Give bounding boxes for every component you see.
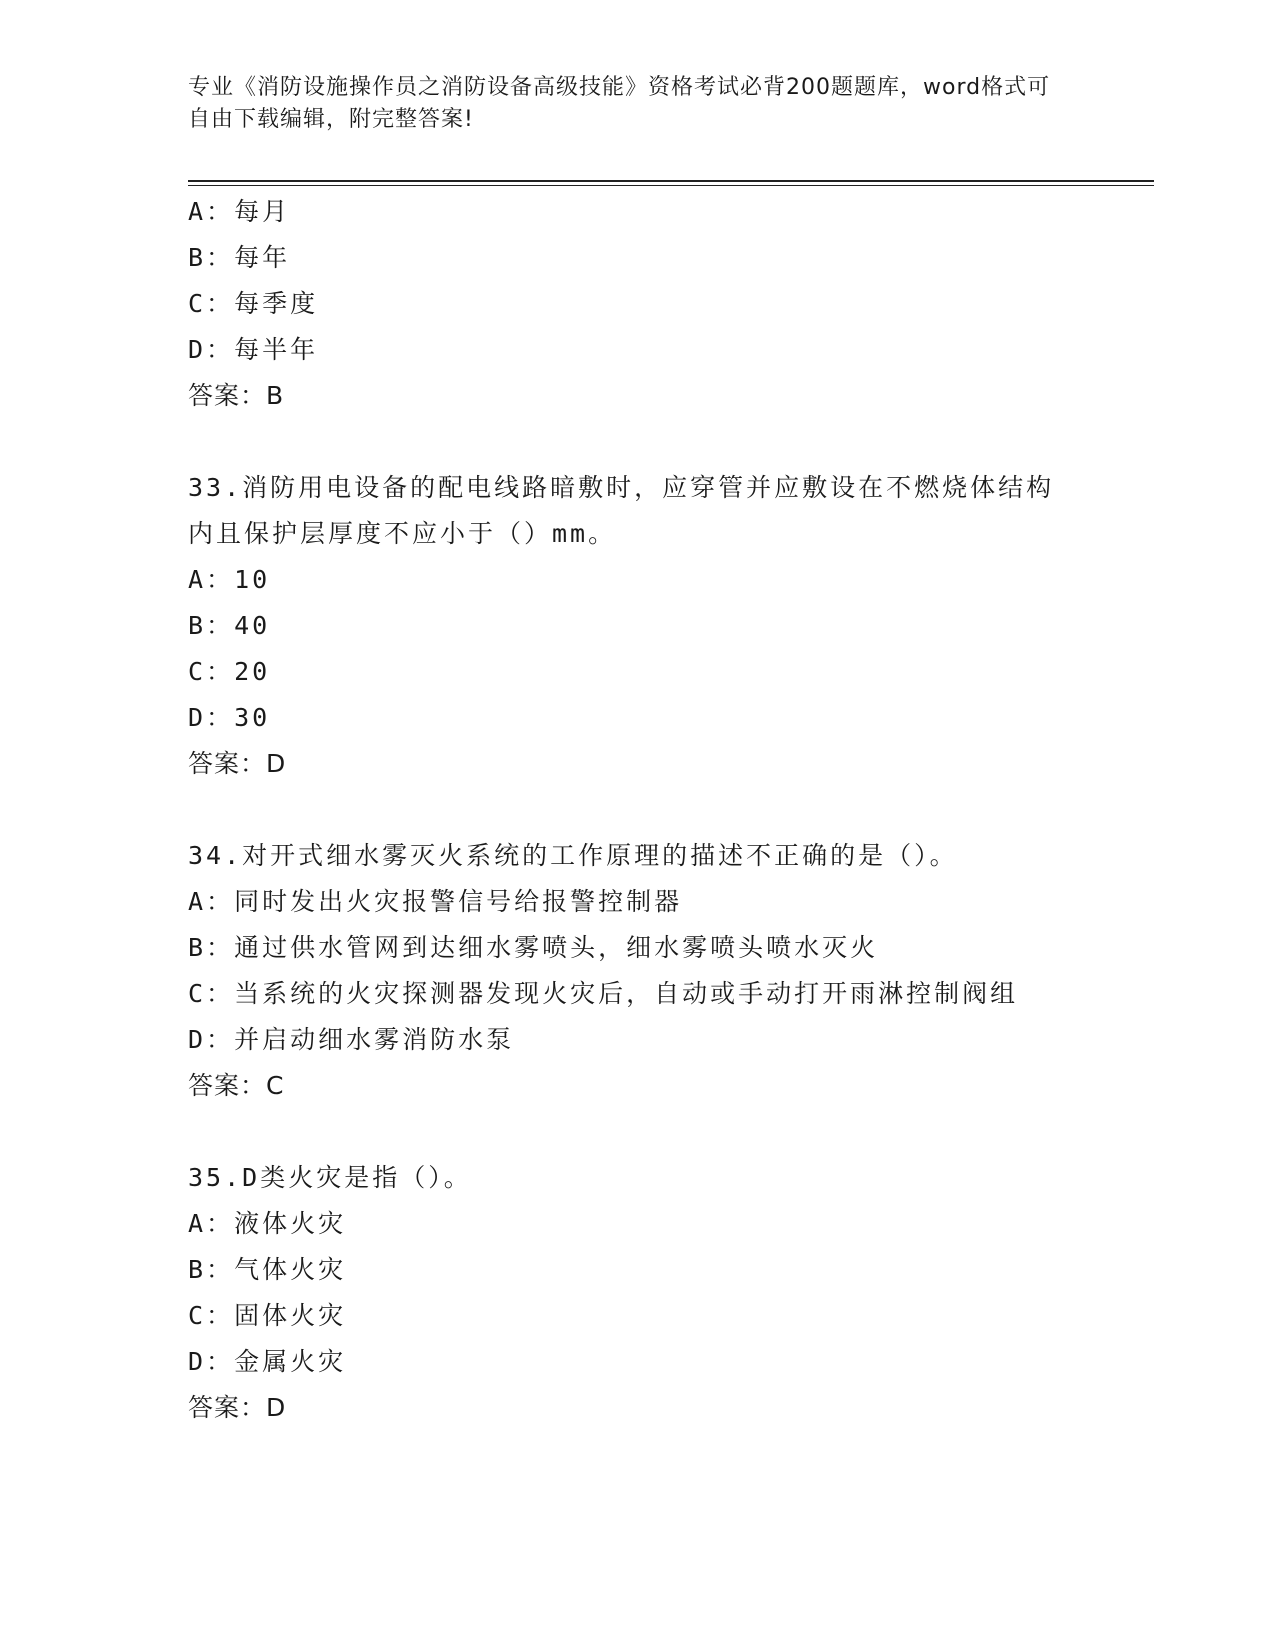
option-a: A：10 xyxy=(188,565,271,594)
answer-line: 答案：D xyxy=(188,1393,287,1422)
question-block-partial xyxy=(188,189,1088,419)
question-block-34 xyxy=(188,833,1088,1109)
answer-line: 答案：B xyxy=(188,381,285,410)
document-header: 专业《消防设施操作员之消防设备高级技能》资格考试必背200题题库，word格式可自由下载编辑，附完整答案! xyxy=(188,75,1051,132)
question-list xyxy=(188,189,1088,1431)
option-a: A：液体火灾 xyxy=(188,1209,347,1238)
answer-line: 答案：C xyxy=(188,1071,285,1100)
question-block-35 xyxy=(188,1155,1088,1431)
option-c: C：当系统的火灾探测器发现火灾后，自动或手动打开雨淋控制阀组 xyxy=(188,979,1019,1008)
option-a: A：同时发出火灾报警信号给报警控制器 xyxy=(188,887,683,916)
option-d: D：并启动细水雾消防水泵 xyxy=(188,1025,515,1054)
option-b: B：40 xyxy=(188,611,271,640)
answer-line: 答案：D xyxy=(188,749,287,778)
option-b: B：气体火灾 xyxy=(188,1255,347,1284)
option-c: C：每季度 xyxy=(188,289,319,318)
option-b: B：每年 xyxy=(188,243,291,272)
question-stem: 33.消防用电设备的配电线路暗敷时，应穿管并应敷设在不燃烧体结构内且保护层厚度不应小于（）mm。 xyxy=(188,473,1055,548)
question-block-33 xyxy=(188,465,1088,787)
option-b: B：通过供水管网到达细水雾喷头，细水雾喷头喷水灭火 xyxy=(188,933,879,962)
option-a: A：每月 xyxy=(188,197,291,226)
option-d: D：30 xyxy=(188,703,271,732)
option-c: C：固体火灾 xyxy=(188,1301,347,1330)
header-divider-thick xyxy=(188,180,1154,182)
question-stem: 35.D类火灾是指（）。 xyxy=(188,1163,472,1192)
option-c: C：20 xyxy=(188,657,271,686)
option-d: D：每半年 xyxy=(188,335,319,364)
option-d: D：金属火灾 xyxy=(188,1347,347,1376)
question-stem: 34.对开式细水雾灭火系统的工作原理的描述不正确的是（）。 xyxy=(188,841,958,870)
header-divider-thin xyxy=(188,185,1154,186)
